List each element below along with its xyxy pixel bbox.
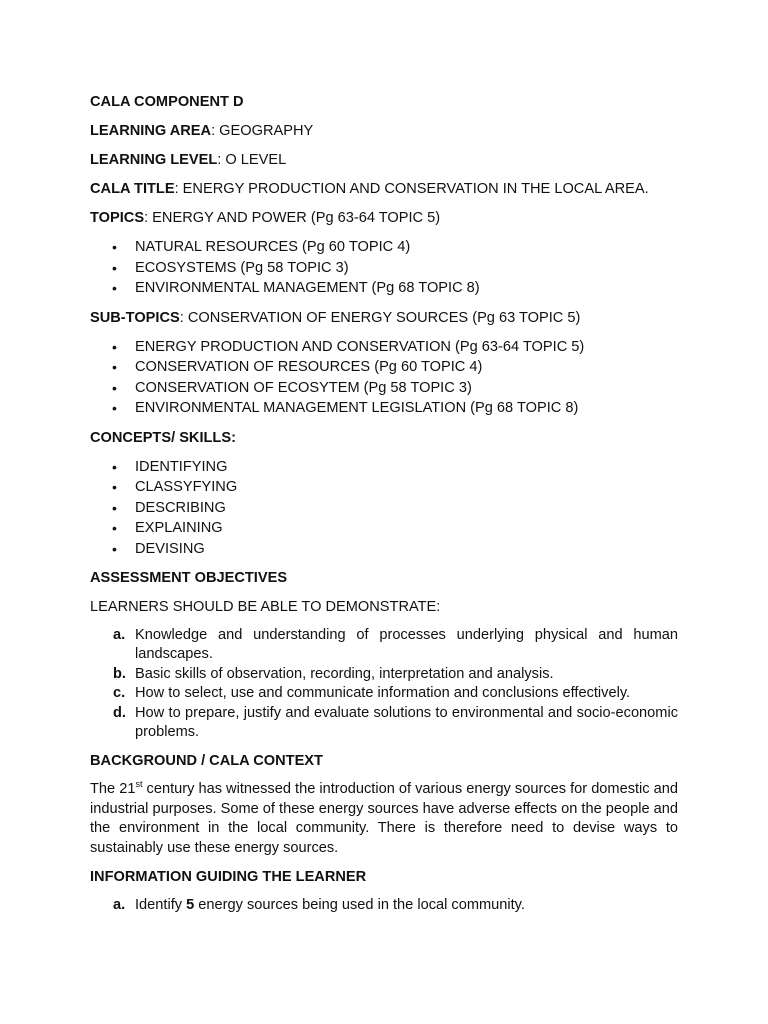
topics-list	[90, 237, 678, 299]
list-marker: d.	[113, 704, 126, 721]
subtopics-label: SUB-TOPICS	[90, 309, 180, 326]
list-item: • CONSERVATION OF RESOURCES (Pg 60 TOPIC 4)	[90, 357, 678, 378]
emphasis: 5	[186, 897, 195, 914]
list-marker: b.	[113, 665, 126, 682]
topics-value: : ENERGY AND POWER (Pg 63-64 TOPIC 5)	[144, 210, 441, 226]
list-item: • EXPLAINING	[90, 518, 678, 539]
guiding-heading: INFORMATION GUIDING THE LEARNER	[90, 869, 367, 886]
topics	[90, 208, 678, 228]
list-item: a. Identify 5 energy sources being used in the local community.	[90, 896, 678, 915]
learning-level-value: : O LEVEL	[217, 152, 287, 168]
list-item: • ECOSYSTEMS (Pg 58 TOPIC 3)	[90, 258, 678, 279]
learning-level	[90, 150, 678, 170]
list-item-text: Knowledge and understanding of processes underlying physical and human landscapes.	[135, 627, 678, 663]
list-item	[90, 665, 678, 684]
superscript: st	[135, 779, 143, 790]
background-heading: BACKGROUND / CALA CONTEXT	[90, 753, 323, 770]
list-item-text: How to prepare, justify and evaluate solutions to environmental and socio-economic problems.	[135, 704, 678, 741]
list-item: • CLASSYFYING	[90, 477, 678, 498]
subtopics-list	[90, 337, 678, 419]
list-item-text: How to select, use and communicate information and conclusions effectively.	[135, 685, 631, 702]
list-item: • DEVISING	[90, 539, 678, 560]
list-item: • DESCRIBING	[90, 498, 678, 519]
list-item: • IDENTIFYING	[90, 457, 678, 478]
list-item	[90, 626, 678, 665]
assessment-intro: LEARNERS SHOULD BE ABLE TO DEMONSTRATE:	[90, 599, 441, 615]
topics-label: TOPICS	[90, 210, 145, 226]
list-item: • ENVIRONMENTAL MANAGEMENT LEGISLATION (Pg 68 TOPIC 8)	[90, 398, 678, 419]
cala-title-value: : ENERGY PRODUCTION AND CONSERVATION IN THE LOCAL AREA.	[174, 181, 649, 197]
list-item: • CONSERVATION OF ECOSYTEM (Pg 58 TOPIC 3)	[90, 378, 678, 399]
learning-area-value: : GEOGRAPHY	[211, 123, 314, 139]
list-item	[90, 704, 678, 743]
guiding-list	[90, 896, 678, 915]
list-marker: a.	[113, 627, 126, 643]
learning-area	[90, 121, 678, 141]
assessment-heading: ASSESSMENT OBJECTIVES	[90, 570, 288, 586]
document-body	[90, 92, 678, 924]
list-item: • ENVIRONMENTAL MANAGEMENT (Pg 68 TOPIC 8)	[90, 278, 678, 299]
learning-level-label: LEARNING LEVEL	[90, 152, 218, 168]
list-item-text: Basic skills of observation, recording, interpretation and analysis.	[135, 665, 554, 682]
concepts-list	[90, 457, 678, 560]
component-heading: CALA COMPONENT D	[90, 94, 244, 110]
concepts-heading: CONCEPTS/ SKILLS:	[90, 429, 236, 446]
subtopics-value: : CONSERVATION OF ENERGY SOURCES (Pg 63 TOPIC 5)	[179, 309, 581, 326]
objectives-list	[90, 626, 678, 742]
subtopics	[90, 308, 678, 328]
cala-title-label: CALA TITLE	[90, 181, 175, 197]
list-item	[90, 684, 678, 703]
cala-title	[90, 179, 678, 199]
list-item: • NATURAL RESOURCES (Pg 60 TOPIC 4)	[90, 237, 678, 258]
list-item: • ENERGY PRODUCTION AND CONSERVATION (Pg 63-64 TOPIC 5)	[90, 337, 678, 358]
learning-area-label: LEARNING AREA	[90, 123, 212, 139]
background-paragraph: The 21st century has witnessed the introduction of various energy sources for domestic and industrial purposes. Some of these energy sources have adverse effects on the people and the environment in the local community. There is therefore need to devise ways to sustainably use these energy sources.	[90, 779, 678, 856]
list-marker: a.	[113, 897, 126, 914]
list-marker: c.	[113, 685, 126, 702]
